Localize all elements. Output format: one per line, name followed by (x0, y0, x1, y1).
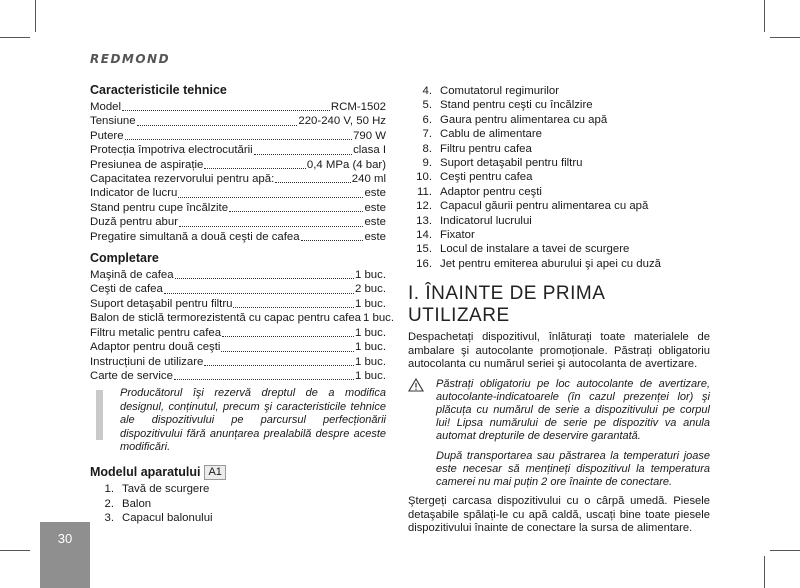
brand-logo: REDMOND (90, 52, 171, 66)
completeness-row: Filtru metalic pentru cafea 1 buc. (90, 326, 386, 339)
crop-mark (770, 37, 800, 38)
section-title: I. ÎNAINTE DE PRIMA UTILIZARE (408, 283, 605, 327)
page-number: 30 (57, 531, 73, 546)
list-item: 10. Ceşti pentru cafea (416, 171, 533, 184)
spec-row: Presiunea de aspirație 0,4 MPa (4 bar) (90, 158, 386, 171)
list-item: 5. Stand pentru ceşti cu încălzire (422, 99, 593, 112)
note-bar (96, 390, 103, 440)
completeness-row: Suport detaşabil pentru filtru 1 buc. (90, 297, 386, 310)
specs-title: Caracteristicile tehnice (90, 83, 227, 97)
warning-block (408, 378, 710, 490)
list-item: 12. Capacul găurii pentru alimentarea cu apă (416, 200, 649, 213)
list-item: 11. Adaptor pentru ceşti (417, 185, 542, 198)
spec-row: Tensiune 220-240 V, 50 Hz (90, 115, 386, 128)
list-item: 9. Suport detaşabil pentru filtru (422, 157, 583, 170)
spec-row: Stand pentru cupe încălzite este (90, 201, 386, 214)
manufacturer-note (90, 387, 386, 454)
specs-list (90, 100, 386, 244)
warning-text-2: După transportarea sau păstrarea la temperaturi joase este necesar să mențineți dispozitivul la temperatura camerei nu mai puțin 2 ore înainte de conectare. (436, 449, 710, 488)
left-column (90, 82, 395, 526)
completeness-list (90, 268, 395, 383)
spec-row: Capacitatea rezervorului pentru apă: 240 ml (90, 173, 386, 186)
crop-mark (0, 37, 30, 38)
spec-row: Putere 790 W (90, 129, 386, 142)
intro-paragraph: Despachetați dispozitivul, înlăturați toate materialele de ambalare şi autocolante promoționale. Păstrați obligatoriu autocolanta cu numărul seriei şi autocolanta de avertizare. (408, 331, 710, 371)
list-item: 8. Filtru pentru cafea (422, 142, 532, 155)
completeness-row: Maşină de cafea 1 buc. (90, 269, 386, 282)
list-item: 1. Tavă de scurgere (104, 483, 210, 496)
list-item: 6. Gaura pentru alimentarea cu apă (422, 113, 608, 126)
spec-row: Model RCM-1502 (90, 101, 386, 113)
model-list-continued (408, 84, 710, 271)
list-item: 13. Indicatorul lucrului (416, 214, 532, 227)
right-column (408, 84, 710, 535)
warning-text-1: Păstrați obligatoriu pe loc autocolante de avertizare, autocolante-indicatoarele (în cazul prezenței lor) şi plăcuța cu numărul de serie a dispozitivului pe corpul lui! Lipsa numărului de serie pe dispozitiv va anula automat drepturile de deservire garantată. (436, 377, 710, 443)
completeness-row: Adaptor pentru două ceşti 1 buc. (90, 341, 386, 354)
spec-row: Pregatire simultană a două ceşti de cafea este (90, 230, 386, 243)
crop-mark (764, 556, 765, 588)
list-item: 14. Fixator (416, 229, 475, 242)
manufacturer-note-text: Producătorul îşi rezervă dreptul de a modifica designul, conținutul, precum şi caracteristicile tehnice ale dispozitivului pe parcursul perfecționării dispozitivului fără anunțarea prealabilă despre aceste modificări. (120, 387, 386, 453)
completeness-row: Instrucțiuni de utilizare 1 buc. (90, 355, 386, 368)
completeness-row: Carte de service 1 buc. (90, 369, 386, 382)
page-number-box (40, 522, 90, 588)
model-heading (90, 464, 386, 480)
crop-mark (770, 550, 800, 551)
list-item: 3. Capacul balonului (104, 512, 213, 525)
list-item: 7. Cablu de alimentare (422, 128, 542, 141)
list-item: 4. Comutatorul regimurilor (422, 85, 560, 97)
completeness-row: Balon de sticlă termorezistentă cu capac pentru cafea 1 buc. (90, 312, 395, 325)
spec-row: Duză pentru abur este (90, 216, 386, 229)
spec-row: Indicator de lucru este (90, 187, 386, 200)
outro-paragraph: Ştergeți carcasa dispozitivului cu o cârpă umedă. Piesele detaşabile spălați-le cu apă caldă, uscați bine toate piesele dispozitivului înainte de conectare la sursa de alimentare. (408, 495, 710, 534)
crop-mark (35, 0, 36, 32)
completeness-title: Completare (90, 251, 159, 266)
crop-mark (764, 0, 765, 32)
list-item: 16. Jet pentru emiterea aburului şi apei cu duză (416, 257, 661, 270)
model-title: Modelul aparatului (90, 465, 201, 480)
spec-row: Protecția împotriva electrocutării clasa I (90, 144, 386, 157)
crop-mark (0, 550, 30, 551)
list-item: 2. Balon (104, 497, 152, 510)
figure-badge: A1 (204, 465, 225, 480)
model-list (90, 482, 386, 525)
completeness-row: Ceşti de cafea 2 buc. (90, 283, 386, 296)
warning-icon (408, 378, 424, 392)
list-item: 15. Locul de instalare a tavei de scurgere (416, 243, 630, 256)
